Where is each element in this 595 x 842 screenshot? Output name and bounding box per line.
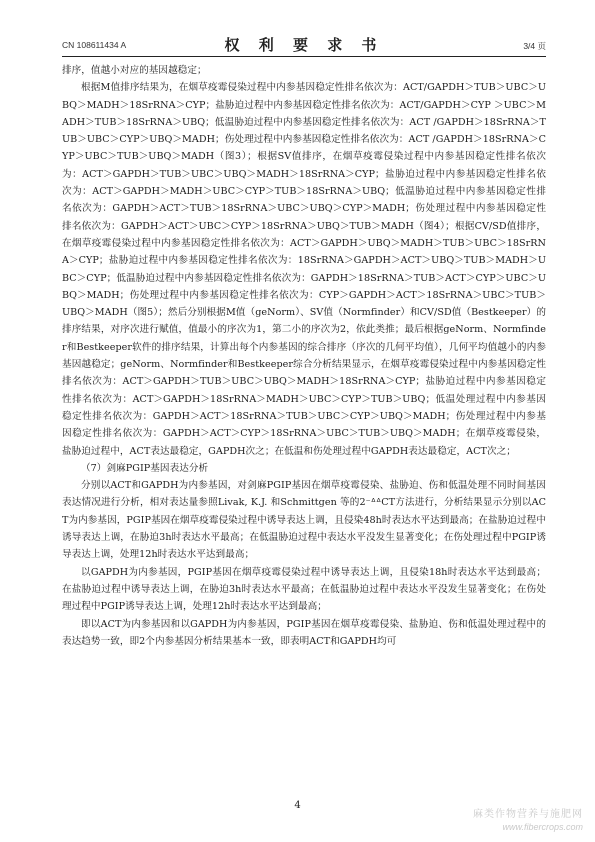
claims-body xyxy=(62,62,546,650)
watermark-url: www.fibercrops.com xyxy=(502,822,583,832)
page-header xyxy=(62,36,546,54)
patent-number: CN 108611434 A xyxy=(62,40,127,50)
paragraph: 以GAPDH为内参基因，PGIP基因在烟草疫霉侵染过程中诱导表达上调，且侵染18h时表达水平达到最高；在盐胁迫过程中诱导表达上调，在胁迫3h时表达水平最高；在低温胁迫过程中表达水平没发生显著变化；在伤处理过程中PGIP诱导表达上调，处理12h时表达水平达到最高； xyxy=(62,566,546,613)
watermark xyxy=(473,808,583,834)
page-number: 4 xyxy=(294,800,301,811)
watermark-title: 麻类作物营养与施肥网 xyxy=(473,809,583,820)
section-heading: （7）剑麻PGIP基因表达分析 xyxy=(81,462,209,474)
header-rule xyxy=(62,56,546,57)
document-title: 权 利 要 求 书 xyxy=(224,36,384,54)
page-indicator: 3/4 页 xyxy=(523,41,546,51)
paragraph: 排序，值越小对应的基因越稳定； xyxy=(62,65,207,76)
paragraph: 即以ACT为内参基因和以GAPDH为内参基因，PGIP基因在烟草疫霉侵染、盐胁迫、伤和低温处理过程中的表达趋势一致，即2个内参基因分析结果基本一致，即表明ACT和GAPDH均可 xyxy=(62,618,546,647)
paragraph: 根据M值排序结果为，在烟草疫霉侵染过程中内参基因稳定性排名依次为：ACT/GAPDH＞TUB＞UBC＞UBQ＞MADH＞18SrRNA＞CYP；盐胁迫过程中内参基因稳定性排名依次为：ACT/GAPDH＞CYP ＞UBC＞MADH＞TUB＞18SrRNA＞UBQ；低温胁迫过程中内参基因稳定性排名依次为：ACT /GAPDH＞18SrRNA＞TUB＞UBC＞CYP＞UBQ＞MADH；伤处理过程中内参基因稳定性排名依次为：ACT /GAPDH＞18SrRNA＞CYP＞UBC＞TUB＞UBQ＞MADH（图3）；根据SV值排序，在烟草疫霉侵染过程中内参基因稳定性排名依次为：ACT＞GAPDH＞TUB＞UBC＞UBQ＞MADH＞18SrRNA＞CYP；盐胁迫过程中内参基因稳定性排名依次为：ACT＞GAPDH＞MADH＞UBC＞CYP＞TUB＞18SrRNA＞UBQ；低温胁迫过程中内参基因稳定性排名依次为：GAPDH＞ACT＞TUB＞18SrRNA＞UBC＞UBQ＞CYP＞MADH；伤处理过程中内参基因稳定性排名依次为：GAPDH＞ACT＞UBC＞CYP＞18SrRNA＞UBQ＞TUB＞MADH（图4）；根据CV/SD值排序，在烟草疫霉侵染过程中内参基因稳定性排名依次为：ACT＞GAPDH＞UBQ＞MADH＞TUB＞UBC＞18SrRNA＞CYP；盐胁迫过程中内参基因稳定性排名依次为：18SrRNA＞GAPDH＞ACT＞UBQ＞TUB＞MADH＞UBC＞CYP；低温胁迫过程中内参基因稳定性排名依次为：GAPDH＞18SrRNA＞TUB＞ACT＞CYP＞UBC＞UBQ＞MADH；伤处理过程中内参基因稳定性排名依次为：CYP＞GAPDH＞ACT＞18SrRNA＞UBC＞TUB＞UBQ＞MADH（图5）；然后分别根据M值（geNorm）、SV值（Normfinder）和CV/SD值（Bestkeeper）的排序结果，对序次进行赋值，值最小的序次为1，第二小的序次为2，依此类推；最后根据geNorm、Normfinder和Bestkeeper软件的排序结果，计算出每个内参基因的综合排序（序次的几何平均值），几何平均值越小的内参基因越稳定；geNorm、Normfinder和Bestkeeper综合分析结果显示，在烟草疫霉侵染过程中内参基因稳定性排名依次为：ACT＞GAPDH＞TUB＞UBC＞UBQ＞MADH＞18SrRNA＞CYP；盐胁迫过程中内参基因稳定性排名依次为：ACT＞GAPDH＞18SrRNA＞MADH＞UBC＞CYP＞TUB＞UBQ；低温处理过程中内参基因稳定性排名依次为：GAPDH＞ACT＞18SrRNA＞TUB＞UBC＞CYP＞UBQ＞MADH；伤处理过程中内参基因稳定性排名依次为：GAPDH＞ACT＞CYP＞18SrRNA＞UBC＞TUB＞UBQ＞MADH；在烟草疫霉侵染，盐胁迫过程中，ACT表达最稳定，GAPDH次之；在低温和伤处理过程中GAPDH表达最稳定，ACT次之； xyxy=(62,82,546,457)
paragraph: 分别以ACT和GAPDH为内参基因，对剑麻PGIP基因在烟草疫霉侵染、盐胁迫、伤和低温处理不同时间基因表达情况进行分析，相对表达量参照Livak, K.J. 和Schmittgen 等的2⁻ᐞᐞCT方法进行，分析结果显示分别以ACT为内参基因，PGIP基因在烟草疫霉侵染过程中诱导表达上调，且侵染48h时表达水平达到最高；在盐胁迫过程中诱导表达上调，在胁迫3h时表达水平最高；在低温胁迫过程中表达水平没发生显著变化；在伤处理过程中PGIP诱导表达上调，处理12h时表达水平达到最高； xyxy=(62,480,546,561)
